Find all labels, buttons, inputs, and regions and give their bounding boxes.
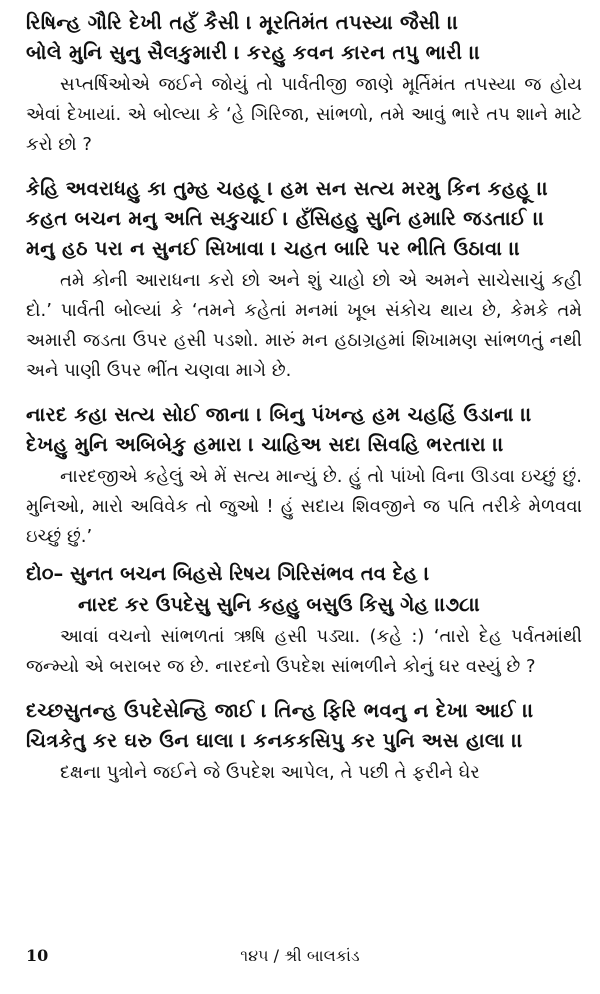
prose-paragraph [26, 622, 582, 682]
verse-line: કેહિ અવરાધહુ કા તુમ્હ ચહહૂ । હમ સન સત્ય મરમુ કિન કહહૂ ।। [26, 177, 549, 200]
verse-line: દચ્છસુતન્હ ઉપદેસેન્હિ જાઈ । તિન્હ ફિરિ ભવનુ ન દેખા આઈ ।। [26, 699, 534, 722]
verse-block-4 [26, 696, 582, 756]
prose-paragraph [26, 758, 582, 788]
page-footer [0, 946, 600, 976]
doha-block [26, 558, 582, 620]
running-footer-label: ૧૪૫ / શ્રી બાલકાંડ [240, 946, 360, 965]
prose-text: આવાં વચનો સાંભળતાં ઋષિ હસી પડ્યા. (કહે :) ‘તારો દેહ પર્વતમાંથી જન્મ્યો એ બરાબર જ છે. નારદનો ઉપદેશ સાંભળીને કોનું ઘર વસ્યું છે ? [26, 626, 582, 677]
prose-paragraph [26, 266, 582, 386]
verse-line: બોલે મુનિ સુનુ સૈલકુમારી । કરહુ કવન કારન તપુ ભારી ।। [26, 41, 481, 64]
prose-text: નારદજીએ કહેલું એ મેં સત્ય માન્યું છે. હું તો પાંખો વિના ઊડવા ઇચ્છું છું. મુનિઓ, મારો અવિવેક તો જુઓ ! હું સદાય શિવજીને જ પતિ તરીકે મેળવવા ઇચ્છું છું.’ [26, 466, 582, 547]
verse-line: મનુ હઠ પરા ન સુનઈ સિખાવા । ચહત બારિ પર ભીતિ ઉઠાવા ।। [26, 237, 521, 260]
doha-line-2 [26, 589, 582, 620]
prose-text: તમે કોની આરાધના કરો છો અને શું ચાહો છો એ અમને સાચેસાચું કહી દો.’ પાર્વતી બોલ્યાં કે ‘તમને કહેતાં મનમાં ખૂબ સંકોચ થાય છે, કેમકે તમે અમારી જડતા ઉપર હસી પડશો. મારું મન હઠાગ્રહમાં શિખામણ સાંભળતું નથી અને પાણી ઉપર ભીંત ચણવા માગે છે. [26, 270, 582, 381]
prose-text: દક્ષના પુત્રોને જઈને જે ઉપદેશ આપેલ, તે પછી તે ફરીને ઘેર [60, 762, 480, 783]
page-content [26, 8, 582, 794]
verse-line: રિષિન્હ ગૌરિ દેખી તહઁ કૈસી । મૂરતિમંત તપસ્યા જૈસી ।। [26, 11, 459, 34]
verse-block-3 [26, 400, 582, 460]
prose-paragraph [26, 462, 582, 552]
verse-block-1 [26, 8, 582, 68]
prose-paragraph [26, 70, 582, 160]
verse-block-2 [26, 174, 582, 264]
verse-line: નારદ કહા સત્ય સોઈ જાના । બિનુ પંખન્હ હમ ચહહિં ઉડાના ।। [26, 403, 532, 426]
verse-line: ચિત્રકેતુ કર ઘરુ ઉન ઘાલા । કનકકસિપુ કર પુનિ અસ હાલા ।। [26, 729, 523, 752]
prose-text: સપ્તર્ષિઓએ જઈને જોયું તો પાર્વતીજી જાણે મૂર્તિમંત તપસ્યા જ હોય એવાં દેખાયાં. એ બોલ્યા કે ‘હે ગિરિજા, સાંભળો, તમે આવું ભારે તપ શાને માટે કરો છો ? [26, 74, 582, 155]
doha-line-1: દો૦– સુનત બચન બિહસે રિષય ગિરિસંભવ તવ દેહ । [26, 562, 430, 585]
doha-line-2-text: નારદ કર ઉપદેસુ સુનિ કહહુ બસુઉ કિસુ ગેહ ।।૭૮।। [78, 593, 481, 616]
verse-line: દેખહુ મુનિ અબિબેકુ હમારા । ચાહિઅ સદા સિવહિ ભરતારા ।। [26, 433, 504, 456]
verse-line: કહત બચન મનુ અતિ સકુચાઈ । હઁસિહહુ સુનિ હમારિ જડતાઈ ।। [26, 207, 545, 230]
page-number: 10 [26, 946, 49, 965]
